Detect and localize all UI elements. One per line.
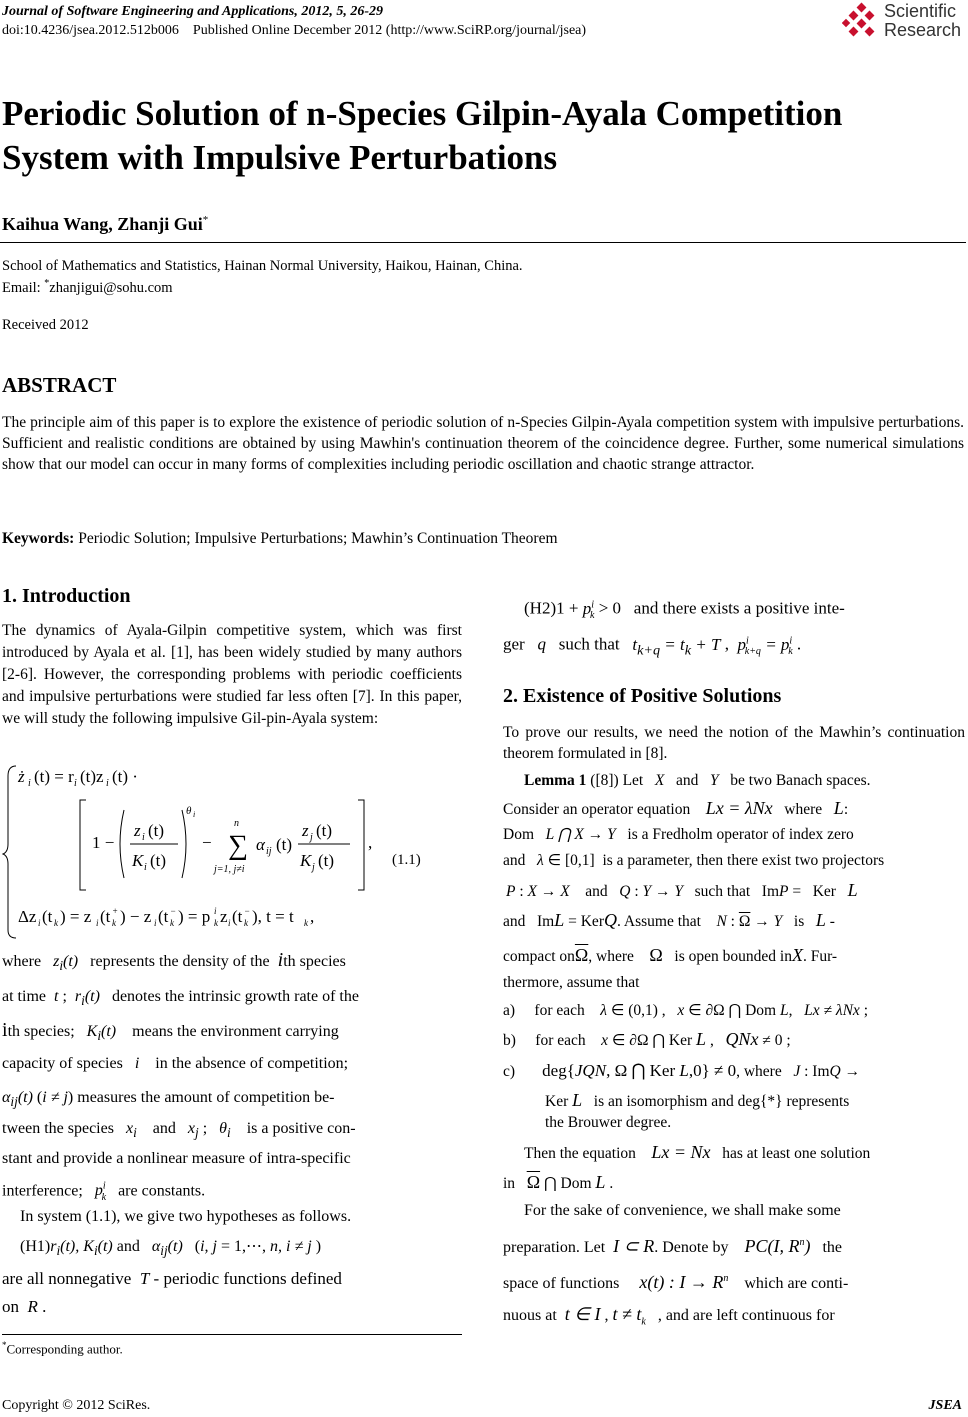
svg-text:i: i [142,832,145,843]
footnote-mark: * [2,1340,7,1350]
where-text-1b: th species [283,953,346,970]
denote-text: . Denote by [654,1239,729,1256]
h1-and: and [116,1238,140,1255]
where-line-5: $\alpha_{ij}(t) (i \ne j)$ measures the amount of competition be- [2,1089,335,1110]
svg-text:n: n [234,818,239,829]
footnote-rule [2,1334,462,1335]
svg-text:i: i [38,918,41,928]
cond-b-label: b) [503,1032,516,1049]
lemma-line-8: thermore, assume that [503,974,640,991]
compact-text: compact on [503,948,575,965]
svg-text:z: z [134,821,141,840]
where-line-2: at time t ; $r_i(t)$ denotes the intrinsic growth rate of the [2,988,359,1009]
footnote-text: Corresponding author. [6,1341,123,1357]
cond-a-text: for each [534,1002,585,1019]
where-text-4: capacity of species [2,1055,123,1072]
copyright: Copyright © 2012 SciRes. [2,1398,151,1413]
is-text: is [793,913,805,930]
journal-issue: , 2012, 5, 26-29 [294,4,384,19]
which-text: which are conti- [744,1275,849,1292]
then-text: Then the equation [524,1145,636,1162]
intro-paragraph: The dynamics of Ayala-Gilpin competitive system, which was first introduced by Ayala et al. [1], has been widely studied by many authors [2-6]. However, the corresponding problems with periodic coefficients and impulsive perturbations were studied far less often [7]. In this paper, we will study the following impulsive Gil-pin-Ayala system: [2,622,462,727]
h2-ger: ger [503,634,525,654]
svg-text:z: z [302,821,309,840]
publisher-logo [842,2,962,44]
h2-label: (H2) [524,598,557,618]
svg-text:(t): (t) [316,821,333,840]
cond-a-label: a) [503,1002,516,1019]
h1-label: (H1) [20,1238,51,1255]
svg-text:k: k [244,918,248,928]
section-2-heading: 2. Existence of Positive Solutions [503,685,782,707]
keywords: Periodic Solution; Impulsive Perturbations; Mawhin’s Continuation Theorem [74,530,558,547]
svg-text:i: i [193,810,196,819]
svg-text:(t): (t) [276,835,293,854]
nuous-line: nuous at t ∈ I , $t \ne t_k$ , and are left continuous for [503,1304,835,1328]
svg-text:(t) = r: (t) = r [34,767,74,786]
ker-text: Ker [812,883,836,900]
svg-text:i: i [106,778,109,789]
email-line [2,274,173,298]
equation-1-1 [2,762,462,942]
in-line: in $\overline{\Omega}$ ⋂ Dom L . [503,1172,614,1192]
svg-text:j=1, j≠i: j=1, j≠i [214,864,245,875]
svg-text:(t: (t [232,907,243,926]
email-mark: * [44,278,50,289]
cond-c-label: c) [503,1063,516,1080]
where-text-8a: interference; [2,1182,83,1200]
svg-text:i: i [214,906,217,916]
svg-text:i: i [28,778,31,789]
author-mark: * [202,214,209,226]
svg-text:k: k [54,918,58,928]
author-names: Kaihua Wang, Zhanji Gui [2,214,203,234]
svg-text:j: j [312,862,315,873]
svg-text:θ: θ [186,805,192,817]
assume-text: . Assume that [616,913,701,930]
cond-c-ker: Ker [545,1093,569,1110]
the-text: the [822,1239,842,1256]
svg-text:K: K [300,851,312,870]
svg-text:k: k [214,918,218,928]
svg-text:(t: (t [158,907,169,926]
svg-text:i: i [96,918,99,928]
where-text-1: represents the density of the [90,953,270,970]
title-rule [0,242,966,243]
journal-header [2,3,383,20]
h1-on-text: on [2,1297,19,1316]
title-line1: Periodic Solution of n-Species Gilpin-Ayala Competition [2,94,843,133]
email: zhanjigui@sohu.com [49,279,173,296]
email-prefix: Email: [2,279,45,296]
where-text-3b: means the environment carrying [132,1023,339,1040]
svg-text:k: k [112,918,116,928]
svg-text:(t): (t) [148,821,165,840]
lemma-ref: ([8]) Let [590,772,644,789]
svg-text:∑: ∑ [228,830,248,861]
svg-text:z: z [220,907,228,926]
lemma-line-7: compact $on\overline{\Omega}$, where Ω is open bounded inX. Fur- [503,945,838,965]
svg-text:i: i [144,862,147,873]
lemma-line-2: Consider an operator equation Lx = λNx where L: [503,798,849,818]
and2-text: and [585,883,608,900]
svg-text:(t)z: (t)z [80,767,104,786]
svg-text:i: i [154,918,157,928]
where-line-8: interference; $p^i_k$ are constants. [2,1181,206,1203]
abstract-heading: ABSTRACT [2,373,117,397]
svg-text:), t = t: ), t = t [252,907,294,926]
authors [2,214,208,235]
svg-text:(t: (t [42,907,53,926]
journal-abbr: JSEA [928,1398,962,1413]
svg-text:ij: ij [266,846,272,857]
svg-text:−: − [202,833,212,852]
svg-text:) = p: ) = p [178,907,211,926]
then-line: Then the equation Lx = Nx has at least one solution [524,1142,871,1162]
h2-line-2: ger q such that $t_{k+q} = t_k + T$ , $p^i_{k+q} = p^i_k$ . [503,634,802,659]
left-cont-text: , and are left continuous for [657,1307,835,1324]
keywords-line [2,528,558,549]
svg-text:Δz: Δz [18,907,37,926]
h1-line: $(H1)r_i(t)$, $K_i(t)$ and $\alpha_{ij}(t)$ (i, j = 1,⋯, n, i ≠ j ) [20,1238,322,1259]
space-text: space of functions [503,1275,620,1292]
cond-c: c) deg{JQN, Ω ⋂ Ker L,0} ≠ 0, where J : ImQ → [503,1061,861,1080]
svg-text:,: , [368,833,373,852]
where-text: where [784,801,823,818]
h1-tail-text2: - periodic functions defined [153,1269,342,1288]
keywords-label: Keywords: [2,530,75,547]
where-line-1: where $z_i(t)$ represents the density of the ith species [2,949,346,974]
open-text: is open bounded in [674,948,792,965]
consider-text: Consider an operator equation [503,801,691,818]
h1-tail-text: are all nonnegative [2,1269,132,1288]
cond-c-where: , where [736,1063,782,1080]
footnote [2,1340,123,1357]
section-1-heading: 1. Introduction [2,585,131,607]
and-text: and [503,852,526,869]
lemma-banach: be two Banach spaces. [730,772,871,789]
prep-text: preparation. Let [503,1239,606,1256]
where-text-5: measures the amount of competition be- [77,1089,335,1106]
where-line-4: capacity of species i in the absence of competition; [2,1055,349,1072]
lemma-line-3: Dom L ⋂ X → Y is a Fredholm operator of index zero [503,826,854,843]
where-text-6b: and [152,1120,176,1137]
where-text-4b: in the absence of competition; [155,1055,349,1072]
where-line-6: tween the species $x_i$ and $x_j$ ; $\theta_i$ is a positive con- [2,1120,356,1141]
where-text-2a: at time [2,988,46,1005]
lemma-line-5: P : X → X and Q : Y → Y such that ImP = Ker L [506,880,858,900]
where-text-6a: tween the species [2,1120,114,1137]
h1-tail: are all nonnegative T - periodic functions defined [2,1269,342,1288]
where-line-7: stant and provide a nonlinear measure of intra-specific [2,1150,351,1167]
svg-text:i: i [228,918,231,928]
h2-such: such that [558,634,620,654]
dom-text: Dom [503,826,534,843]
svg-text:ż: ż [18,767,25,786]
has-text: has at least one solution [722,1145,871,1162]
section-2-p1: To prove our results, we need the notion of the Mawhin’s continuation theorem formulated in [8]. [503,724,965,763]
nuous-text: nuous at [503,1307,557,1324]
fur-text: . Fur- [802,948,838,965]
logo-line1: Scientific [884,1,957,21]
lemma-label: Lemma 1 [524,772,587,789]
svg-text:−: − [170,906,177,916]
lemma-line-6: and ImL = KerQ. Assume that N : $\overline{\Omega} \to Y$ is L - [503,910,835,930]
svg-text:+: + [112,906,119,916]
logo-line2: Research [884,20,962,40]
cond-c-3: the Brouwer degree. [545,1114,672,1131]
svg-text:j: j [310,832,313,843]
lemma-line-1: Lemma 1 ([8]) Let X and Y be two Banach spaces. [524,772,871,789]
where-text-8b: are constants. [118,1182,206,1200]
cond-b: b) for each x ∈ ∂Ω ⋂ Ker L , QNx ≠ 0 ; [503,1029,791,1049]
title-line2: System with Impulsive Perturbations [2,138,558,177]
svg-text:−: − [244,906,251,916]
equation-label: (1.1) [392,852,421,868]
h1-on: on R . [2,1297,47,1316]
where-text-3a: th species; [7,1023,75,1040]
where-text-6c: is a positive con- [246,1120,356,1137]
where-line-3: ith species; $K_i(t)$ means the environment carrying [2,1019,339,1044]
journal-name: Journal of Software Engineering and Applications [2,4,295,19]
affiliation: School of Mathematics and Statistics, Hainan Normal University, Haikou, Hainan, China. [2,258,523,274]
svg-text:α: α [256,835,265,854]
lemma-and: and [675,772,699,789]
where2-text: , where [588,948,634,965]
svg-text:(t): (t) [150,851,167,870]
lemma-line-4: and λ ∈ [0,1] is a parameter, then there exist two projectors [503,852,885,869]
where-text-2b: denotes the intrinsic growth rate of the [111,988,359,1005]
svg-text:(t) ·: (t) · [112,767,138,786]
svg-text:1 −: 1 − [92,833,115,852]
hypothesis-intro: In system (1.1), we give two hypotheses as follows. [20,1208,352,1225]
h2-line: $(H2)1 + p^i_k > 0$ and there exists a positive inte- [524,598,845,622]
fred-text: is a Fredholm operator of index zero [627,826,854,843]
svg-text:) − z: ) − z [120,907,152,926]
param-text: is a parameter, then there exist two projectors [602,852,885,869]
logo-icon [842,2,882,42]
prep-line: preparation. Let I ⊂ R. Denote by PC(I, $R^n$) the [503,1236,842,1256]
svg-text:k: k [304,918,308,928]
svg-text:i: i [74,778,77,789]
doi-line: doi:10.4236/jsea.2012.512b006 Published Online December 2012 (http://www.SciRP.org/journal/jsea) [2,23,587,38]
svg-text:(t): (t) [318,851,335,870]
received: Received 2012 [2,317,89,333]
space-line: space of functions x(t) : $I \to R^n$ which are conti- [503,1272,849,1292]
svg-text:) = z: ) = z [60,907,92,926]
such-that-text: such that [694,883,751,900]
cond-b-text: for each [535,1032,586,1049]
in-text: in [503,1175,516,1192]
conv-line: For the sake of convenience, we shall make some [524,1202,841,1219]
cond-c-iso: is an isomorphism and deg{*} represents [593,1093,850,1110]
logo-text [884,2,961,40]
svg-text:k: k [170,918,174,928]
paper-title [2,92,962,180]
h2-text: and there exists a positive inte- [633,598,845,618]
cond-c-2: Ker L is an isomorphism and deg{*} represents [545,1090,850,1110]
cond-a: a) for each λ ∈ (0,1) , x ∈ ∂Ω ⋂ Dom L, Lx ≠ λNx ; [503,1002,868,1019]
svg-text:K: K [132,851,144,870]
svg-text:,: , [310,907,315,926]
abstract-text: The principle aim of this paper is to explore the existence of periodic solution of n-Species Gilpin-Ayala competition system with impulsive perturbations. Sufficient and realistic conditions are obtained by using Mawhin's continuation theorem of the coincidence degree. Further, some numerical simulations show that our model can occur in many forms of complexities including periodic oscillation and chaotic strange attractor. [2,414,964,473]
svg-text:(t: (t [100,907,111,926]
